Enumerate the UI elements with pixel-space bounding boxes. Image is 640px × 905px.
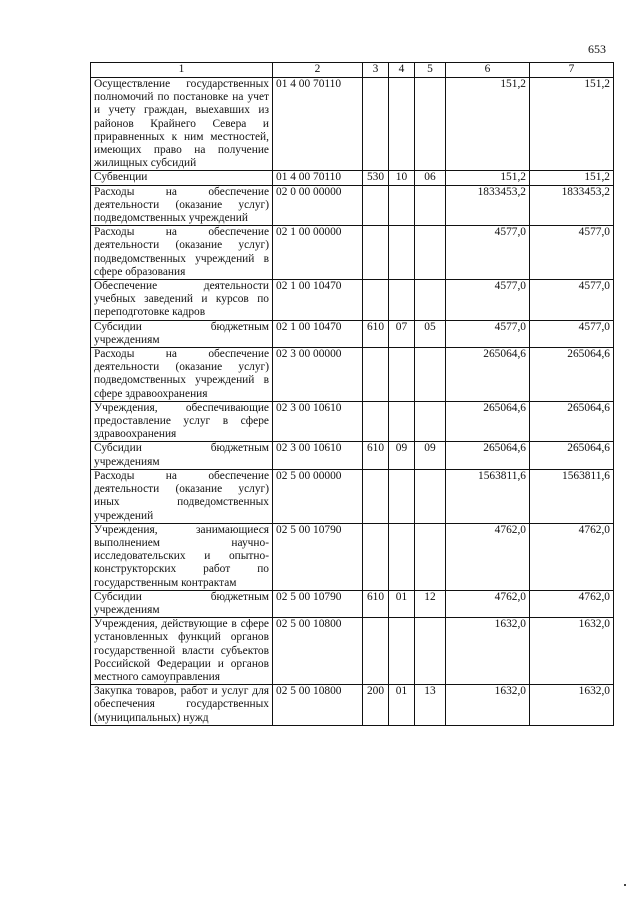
target-article-cell: 02 1 00 10470 [273, 280, 363, 321]
section-cell [389, 401, 415, 442]
target-article-cell: 02 5 00 10800 [273, 618, 363, 685]
section-cell [389, 280, 415, 321]
table-row [91, 401, 614, 442]
table-row [91, 469, 614, 523]
expense-type-cell [363, 348, 389, 402]
row-name-cell: Расходы на обеспечение деятельности (оказание услуг) иных подведомственных учреждений [91, 469, 273, 523]
column-header: 6 [446, 63, 530, 78]
amount-year1-cell: 4577,0 [446, 320, 530, 347]
subsection-cell [415, 226, 446, 280]
table-row [91, 523, 614, 590]
table-row [91, 348, 614, 402]
row-name-cell: Субсидии бюджетным учреждениям [91, 590, 273, 617]
subsection-cell: 05 [415, 320, 446, 347]
expense-type-cell [363, 280, 389, 321]
amount-year1-cell: 1833453,2 [446, 185, 530, 226]
target-article-cell: 02 5 00 10790 [273, 590, 363, 617]
subsection-cell [415, 78, 446, 171]
section-cell [389, 348, 415, 402]
subsection-cell [415, 348, 446, 402]
budget-table [90, 62, 614, 726]
amount-year2-cell: 1632,0 [530, 618, 614, 685]
subsection-cell [415, 618, 446, 685]
amount-year1-cell: 265064,6 [446, 401, 530, 442]
expense-type-cell [363, 469, 389, 523]
expense-type-cell [363, 226, 389, 280]
target-article-cell: 02 5 00 10790 [273, 523, 363, 590]
amount-year1-cell: 1563811,6 [446, 469, 530, 523]
amount-year2-cell: 151,2 [530, 78, 614, 171]
amount-year1-cell: 151,2 [446, 78, 530, 171]
subsection-cell [415, 523, 446, 590]
subsection-cell: 06 [415, 171, 446, 185]
section-cell: 10 [389, 171, 415, 185]
table-row [91, 226, 614, 280]
expense-type-cell [363, 185, 389, 226]
table-row [91, 171, 614, 185]
subsection-cell: 09 [415, 442, 446, 469]
section-cell: 09 [389, 442, 415, 469]
expense-type-cell: 200 [363, 685, 389, 726]
table-row [91, 618, 614, 685]
amount-year1-cell: 4577,0 [446, 226, 530, 280]
expense-type-cell [363, 401, 389, 442]
column-header: 1 [91, 63, 273, 78]
amount-year1-cell: 4762,0 [446, 523, 530, 590]
amount-year1-cell: 4762,0 [446, 590, 530, 617]
expense-type-cell: 610 [363, 442, 389, 469]
target-article-cell: 01 4 00 70110 [273, 78, 363, 171]
target-article-cell: 02 3 00 00000 [273, 348, 363, 402]
amount-year2-cell: 1632,0 [530, 685, 614, 726]
table-row [91, 280, 614, 321]
expense-type-cell [363, 523, 389, 590]
expense-type-cell: 610 [363, 590, 389, 617]
amount-year1-cell: 265064,6 [446, 348, 530, 402]
expense-type-cell: 610 [363, 320, 389, 347]
section-cell: 01 [389, 685, 415, 726]
amount-year1-cell: 4577,0 [446, 280, 530, 321]
row-name-cell: Расходы на обеспечение деятельности (оказание услуг) подведомственных учреждений [91, 185, 273, 226]
section-cell [389, 78, 415, 171]
subsection-cell: 13 [415, 685, 446, 726]
amount-year2-cell: 4577,0 [530, 280, 614, 321]
row-name-cell: Закупка товаров, работ и услуг для обеспечения государственных (муниципальных) нужд [91, 685, 273, 726]
section-cell [389, 618, 415, 685]
column-header: 4 [389, 63, 415, 78]
row-name-cell: Учреждения, обеспечивающие предоставление услуг в сфере здравоохранения [91, 401, 273, 442]
section-cell: 07 [389, 320, 415, 347]
scan-artifact [624, 884, 626, 886]
amount-year1-cell: 1632,0 [446, 685, 530, 726]
row-name-cell: Осуществление государственных полномочий по постановке на учет и учету граждан, выехавших из районов Крайнего Севера и приравненных к ним местностей, имеющих право на получение жилищных субсидий [91, 78, 273, 171]
page-number: 653 [588, 42, 606, 56]
column-header: 3 [363, 63, 389, 78]
amount-year2-cell: 151,2 [530, 171, 614, 185]
row-name-cell: Расходы на обеспечение деятельности (оказание услуг) подведомственных учреждений в сфере образования [91, 226, 273, 280]
target-article-cell: 01 4 00 70110 [273, 171, 363, 185]
row-name-cell: Субсидии бюджетным учреждениям [91, 442, 273, 469]
amount-year2-cell: 4577,0 [530, 320, 614, 347]
target-article-cell: 02 0 00 00000 [273, 185, 363, 226]
column-header: 2 [273, 63, 363, 78]
subsection-cell [415, 469, 446, 523]
amount-year2-cell: 1563811,6 [530, 469, 614, 523]
table-row [91, 320, 614, 347]
expense-type-cell: 530 [363, 171, 389, 185]
amount-year1-cell: 151,2 [446, 171, 530, 185]
section-cell: 01 [389, 590, 415, 617]
row-name-cell: Обеспечение деятельности учебных заведений и курсов по переподготовке кадров [91, 280, 273, 321]
amount-year2-cell: 4577,0 [530, 226, 614, 280]
amount-year2-cell: 265064,6 [530, 442, 614, 469]
target-article-cell: 02 3 00 10610 [273, 401, 363, 442]
table-row [91, 78, 614, 171]
table-row [91, 685, 614, 726]
subsection-cell: 12 [415, 590, 446, 617]
target-article-cell: 02 1 00 10470 [273, 320, 363, 347]
column-header: 5 [415, 63, 446, 78]
target-article-cell: 02 1 00 00000 [273, 226, 363, 280]
header-row [91, 63, 614, 78]
section-cell [389, 226, 415, 280]
subsection-cell [415, 185, 446, 226]
amount-year2-cell: 265064,6 [530, 401, 614, 442]
target-article-cell: 02 5 00 10800 [273, 685, 363, 726]
target-article-cell: 02 5 00 00000 [273, 469, 363, 523]
column-header: 7 [530, 63, 614, 78]
row-name-cell: Расходы на обеспечение деятельности (оказание услуг) подведомственных учреждений в сфере здравоохранения [91, 348, 273, 402]
table-row [91, 442, 614, 469]
target-article-cell: 02 3 00 10610 [273, 442, 363, 469]
row-name-cell: Учреждения, занимающиеся выполнением научно-исследовательских и опытно-конструкторских работ по государственным контрактам [91, 523, 273, 590]
table-row [91, 185, 614, 226]
subsection-cell [415, 401, 446, 442]
amount-year2-cell: 265064,6 [530, 348, 614, 402]
table-row [91, 590, 614, 617]
row-name-cell: Учреждения, действующие в сфере установленных функций органов государственной власти субъектов Российской Федерации и органов местного самоуправления [91, 618, 273, 685]
section-cell [389, 469, 415, 523]
expense-type-cell [363, 618, 389, 685]
amount-year1-cell: 1632,0 [446, 618, 530, 685]
amount-year1-cell: 265064,6 [446, 442, 530, 469]
section-cell [389, 185, 415, 226]
section-cell [389, 523, 415, 590]
row-name-cell: Субсидии бюджетным учреждениям [91, 320, 273, 347]
expense-type-cell [363, 78, 389, 171]
row-name-cell: Субвенции [91, 171, 273, 185]
amount-year2-cell: 4762,0 [530, 523, 614, 590]
amount-year2-cell: 1833453,2 [530, 185, 614, 226]
amount-year2-cell: 4762,0 [530, 590, 614, 617]
subsection-cell [415, 280, 446, 321]
